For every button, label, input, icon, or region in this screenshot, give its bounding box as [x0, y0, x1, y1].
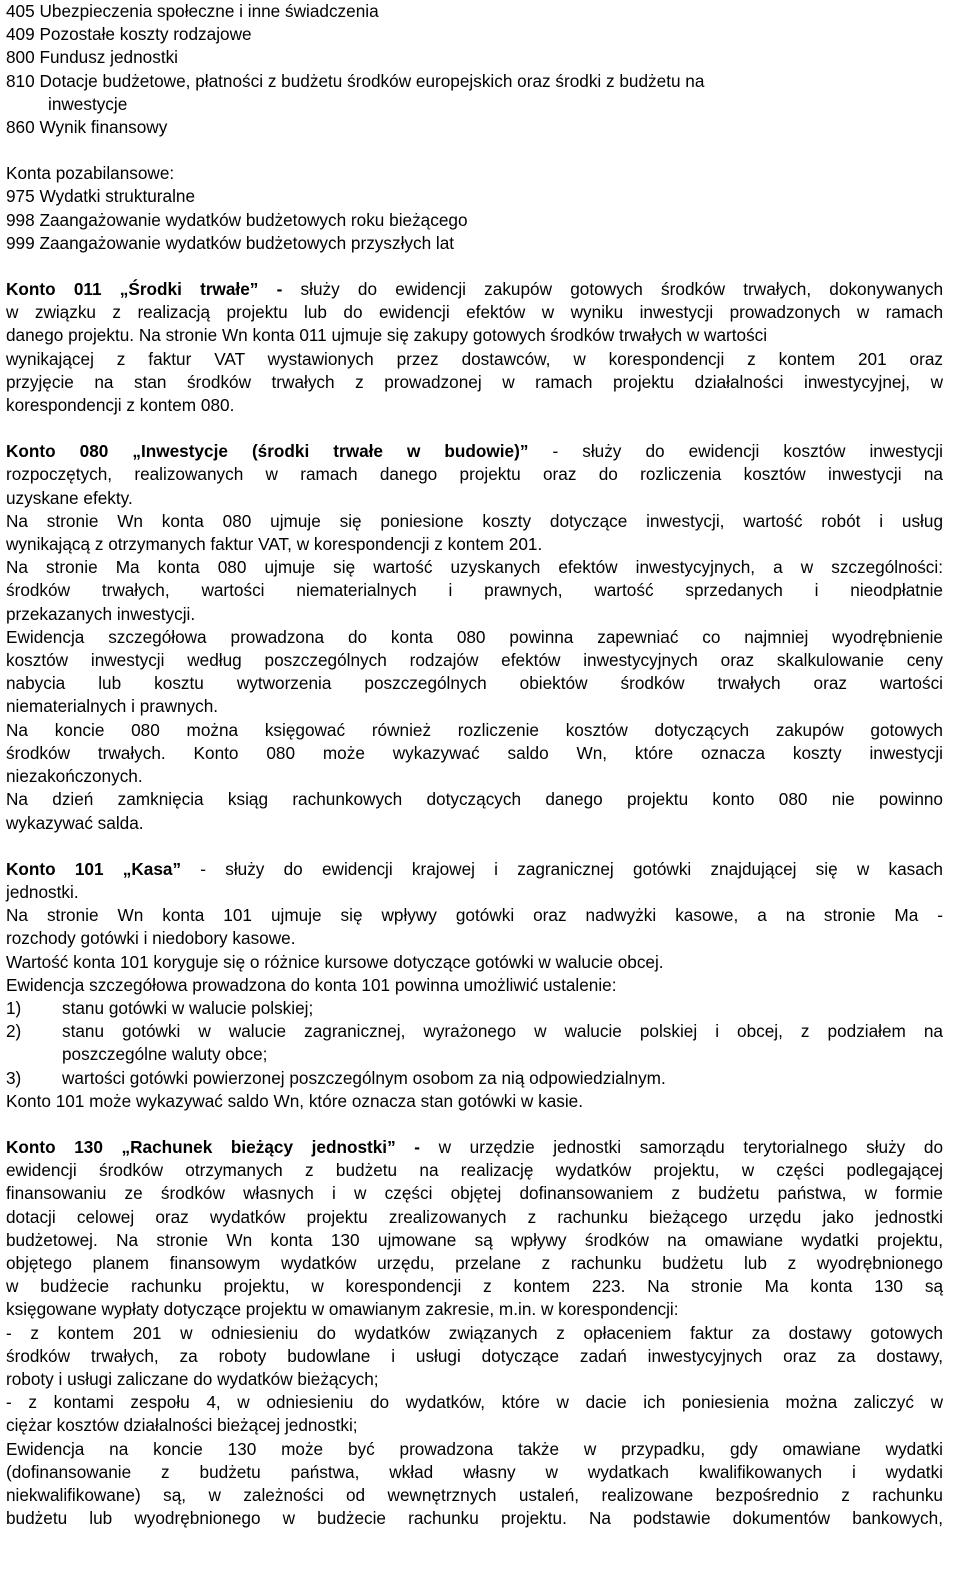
paragraph-line: niezakończonych.	[6, 766, 143, 787]
paragraph-line: roboty i usługi zaliczane do wydatków bieżących;	[6, 1368, 379, 1389]
paragraph-line: - z kontami zespołu 4, w odniesieniu do wydatków, które w dacie ich poniesienia można zaliczyć w	[6, 1392, 943, 1413]
paragraph-line: Konto 101 może wykazywać saldo Wn, które oznacza stan gotówki w kasie.	[6, 1090, 584, 1111]
section-title: Konto 011 „Środki trwałe” -	[6, 279, 283, 300]
offbalance-heading: Konta pozabilansowe:	[6, 163, 175, 184]
account-row: 999 Zaangażowanie wydatków budżetowych przyszłych lat	[6, 232, 455, 253]
paragraph-line: Ewidencja szczegółowa prowadzona do konta 080 powinna zapewniać co najmniej wyodrębnienie	[6, 626, 943, 647]
paragraph-line: objętego planem finansowym wydatków urzędu, przelane z rachunku budżetu lub z wyodrębnionego	[6, 1252, 943, 1273]
account-row: 409 Pozostałe koszty rodzajowe	[6, 24, 252, 45]
list-text: wartości gotówki powierzonej poszczególnym osobom za nią odpowiedzialnym.	[62, 1067, 666, 1088]
paragraph-line: wykazywać salda.	[6, 812, 144, 833]
paragraph-line: Konto 130 „Rachunek bieżący jednostki” - w urzędzie jednostki samorządu terytorialnego służy do	[6, 1136, 943, 1157]
list-text-continuation: poszczególne waluty obce;	[62, 1044, 268, 1065]
paragraph-line: przekazanych inwestycji.	[6, 603, 196, 624]
paragraph-line: środków trwałych, za roboty budowlane i usługi dotyczące zadań inwestycyjnych oraz za dostawy,	[6, 1345, 943, 1366]
paragraph-line: danego projektu. Na stronie Wn konta 011 ujmuje się zakupy gotowych środków trwałych w wartości	[6, 325, 768, 346]
paragraph-line: budżetu lub wyodrębnionego w budżecie rachunku projektu. Na podstawie dokumentów bankowych,	[6, 1508, 943, 1529]
paragraph-line: wynikającą z otrzymanych faktur VAT, w korespondencji z kontem 201.	[6, 534, 543, 555]
paragraph-line: niekwalifikowane) są, w zależności od wewnętrznych ustaleń, realizowane bezpośrednio z rachunku	[6, 1484, 943, 1505]
paragraph-line: środków trwałych. Konto 080 może wykazywać saldo Wn, które oznacza koszty inwestycji	[6, 742, 943, 763]
paragraph-line: rozpoczętych, realizowanych w ramach danego projektu oraz do rozliczenia kosztów inwestycji na	[6, 464, 943, 485]
paragraph-line: w budżecie rachunku projektu, w korespondencji z kontem 223. Na stronie Ma konta 130 są	[6, 1276, 943, 1297]
list-text: stanu gotówki w walucie zagranicznej, wyrażonego w walucie polskiej i obcej, z podziałem na	[62, 1021, 943, 1042]
paragraph-line: Na dzień zamknięcia ksiąg rachunkowych dotyczących danego projektu konto 080 nie powinno	[6, 789, 943, 810]
list-number: 1)	[6, 997, 22, 1018]
paragraph-line: dotacji celowej oraz wydatków projektu zrealizowanych z rachunku bieżącego urzędu jako jednostki	[6, 1206, 943, 1227]
list-item	[6, 997, 943, 1020]
paragraph-line: ciężar kosztów działalności bieżącej jednostki;	[6, 1415, 358, 1436]
paragraph-line: ewidencji środków otrzymanych z budżetu na realizację wydatków projektu, w części podlegającej	[6, 1160, 943, 1181]
list-number: 2)	[6, 1021, 22, 1042]
account-row: 800 Fundusz jednostki	[6, 47, 179, 68]
paragraph-line: środków trwałych, wartości niematerialnych i prawnych, wartość sprzedanych i nieodpłatnie	[6, 580, 943, 601]
account-row: 810 Dotacje budżetowe, płatności z budżetu środków europejskich oraz środki z budżetu na	[6, 70, 705, 91]
account-row: 405 Ubezpieczenia społeczne i inne świadczenia	[6, 1, 379, 21]
paragraph-line: jednostki.	[6, 881, 79, 902]
paragraph-line: budżetowej. Na stronie Wn konta 130 ujmowane są wpływy środków na omawiane wydatki projektu,	[6, 1229, 943, 1250]
section-title: Konto 130 „Rachunek bieżący jednostki” -	[6, 1136, 421, 1157]
paragraph-line: rozchody gotówki i niedobory kasowe.	[6, 928, 296, 949]
paragraph-line: Ewidencja na koncie 130 może być prowadzona także w przypadku, gdy omawiane wydatki	[6, 1438, 943, 1459]
paragraph-line: Konto 080 „Inwestycje (środki trwałe w budowie)” - służy do ewidencji kosztów inwestycji	[6, 441, 944, 462]
section-konto-011	[6, 278, 943, 417]
accounts-list	[6, 0, 943, 139]
section-konto-101	[6, 858, 943, 1113]
section-konto-080	[6, 440, 943, 834]
section-konto-130	[6, 1136, 943, 1530]
paragraph-line: Wartość konta 101 koryguje się o różnice kursowe dotyczące gotówki w walucie obcej.	[6, 951, 664, 972]
paragraph-line: Konto 101 „Kasa” - służy do ewidencji krajowej i zagranicznej gotówki znajdującej się w kasach	[6, 858, 943, 879]
paragraph-line: Na stronie Ma konta 080 ujmuje się wartość uzyskanych efektów inwestycyjnych, a w szczególności:	[6, 557, 943, 578]
paragraph-line: niematerialnych i prawnych.	[6, 696, 219, 717]
paragraph-line: korespondencji z kontem 080.	[6, 395, 235, 416]
paragraph-line: wynikającej z faktur VAT wystawionych przez dostawców, w korespondencji z kontem 201 oraz	[6, 348, 943, 369]
paragraph-line: Na koncie 080 można księgować również rozliczenie kosztów dotyczących zakupów gotowych	[6, 719, 943, 740]
list-number: 3)	[6, 1067, 22, 1088]
account-row: 860 Wynik finansowy	[6, 117, 168, 138]
paragraph-line: Na stronie Wn konta 080 ujmuje się poniesione koszty dotyczące inwestycji, wartość robót i usług	[6, 510, 943, 531]
paragraph-line: przyjęcie na stan środków trwałych z prowadzonej w ramach projektu działalności inwestycyjnej, w	[6, 371, 943, 392]
paragraph-line: Na stronie Wn konta 101 ujmuje się wpływy gotówki oraz nadwyżki kasowe, a na stronie Ma -	[6, 905, 943, 926]
paragraph-line: uzyskane efekty.	[6, 487, 133, 508]
offbalance-section	[6, 162, 943, 255]
list-text: stanu gotówki w walucie polskiej;	[62, 997, 314, 1018]
list-item	[6, 1020, 943, 1043]
paragraph-line: w związku z realizacją projektu lub do ewidencji efektów w wyniku inwestycji prowadzonych w ramach	[6, 302, 943, 323]
paragraph-line: kosztów inwestycji według poszczególnych rodzajów efektów inwestycyjnych oraz skalkulowanie ceny	[6, 650, 943, 671]
account-row-continuation: inwestycje	[48, 93, 128, 114]
account-row: 975 Wydatki strukturalne	[6, 186, 196, 207]
section-title: Konto 080 „Inwestycje (środki trwałe w budowie)”	[6, 441, 529, 462]
paragraph-line: Konto 011 „Środki trwałe” - służy do ewidencji zakupów gotowych środków trwałych, dokonywanych	[6, 279, 944, 300]
paragraph-line: nabycia lub kosztu wytworzenia poszczególnych obiektów środków trwałych oraz wartości	[6, 673, 943, 694]
account-row: 998 Zaangażowanie wydatków budżetowych roku bieżącego	[6, 209, 468, 230]
paragraph-line: Ewidencja szczegółowa prowadzona do konta 101 powinna umożliwić ustalenie:	[6, 974, 617, 995]
paragraph-line: księgowane wypłaty dotyczące projektu w omawianym zakresie, m.in. w korespondencji:	[6, 1299, 679, 1320]
list-item	[6, 1067, 943, 1090]
document-page	[6, 0, 943, 1530]
paragraph-line: - z kontem 201 w odniesieniu do wydatków związanych z opłaceniem faktur za dostawy gotowych	[6, 1322, 943, 1343]
section-title: Konto 101 „Kasa”	[6, 858, 182, 879]
paragraph-line: finansowaniu ze środków własnych i w części objętej dofinansowaniem z budżetu państwa, w formie	[6, 1183, 943, 1204]
paragraph-line: (dofinansowanie z budżetu państwa, wkład własny w wydatkach kwalifikowanych i wydatki	[6, 1461, 943, 1482]
